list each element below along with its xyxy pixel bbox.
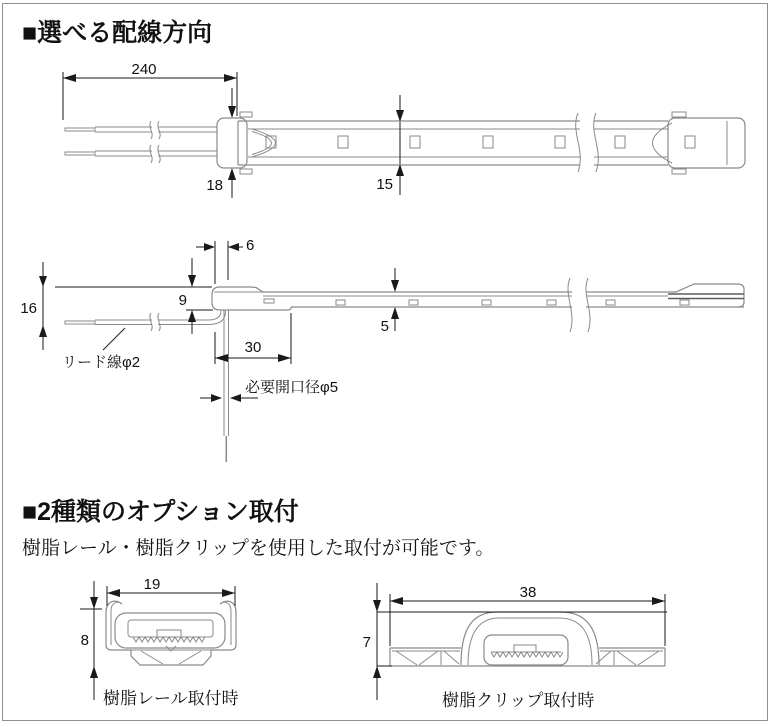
clip-outline — [390, 612, 665, 666]
section-mounting-title: ■2種類のオプション取付 — [22, 498, 299, 526]
dim-label-19: 19 — [143, 576, 161, 593]
clip-caption: 樹脂クリップ取付時 — [442, 691, 595, 710]
dim-label-15: 15 — [376, 176, 393, 193]
dim-label-8: 8 — [80, 632, 89, 649]
clip-cross-section-diagram — [363, 583, 667, 700]
section-wiring-title: ■選べる配線方向 — [22, 19, 213, 47]
opening-diameter-label: 必要開口径φ5 — [245, 379, 339, 396]
dim-label-240: 240 — [131, 61, 157, 78]
rail-cross-section-diagram — [80, 576, 236, 700]
clip-dimensions — [363, 583, 667, 700]
dim-label-5: 5 — [380, 318, 389, 335]
lead-wire-label: リード線φ2 — [62, 354, 141, 371]
rail-outline — [106, 601, 236, 665]
rail-strip-profile — [115, 613, 225, 648]
dim-label-18: 18 — [206, 177, 223, 194]
dim-label-30: 30 — [244, 339, 262, 356]
clip-strip-profile — [484, 635, 568, 665]
lead-wires-top-view — [65, 121, 217, 163]
mounting-description: 樹脂レール・樹脂クリップを使用した取付が可能です。 — [22, 538, 495, 559]
dim-label-16: 16 — [20, 300, 37, 317]
strip-top-view — [217, 112, 745, 174]
lead-wire-side-view — [65, 311, 226, 331]
dim-label-38: 38 — [519, 584, 537, 601]
wiring-side-view-diagram — [20, 237, 744, 462]
down-wire-side-view — [224, 310, 229, 462]
dim-label-9: 9 — [178, 292, 187, 309]
dim-label-6: 6 — [246, 237, 255, 254]
rail-caption: 樹脂レール取付時 — [103, 689, 239, 708]
dim-label-7: 7 — [362, 634, 371, 651]
strip-side-view — [212, 278, 744, 332]
wiring-top-view-diagram — [63, 61, 745, 198]
